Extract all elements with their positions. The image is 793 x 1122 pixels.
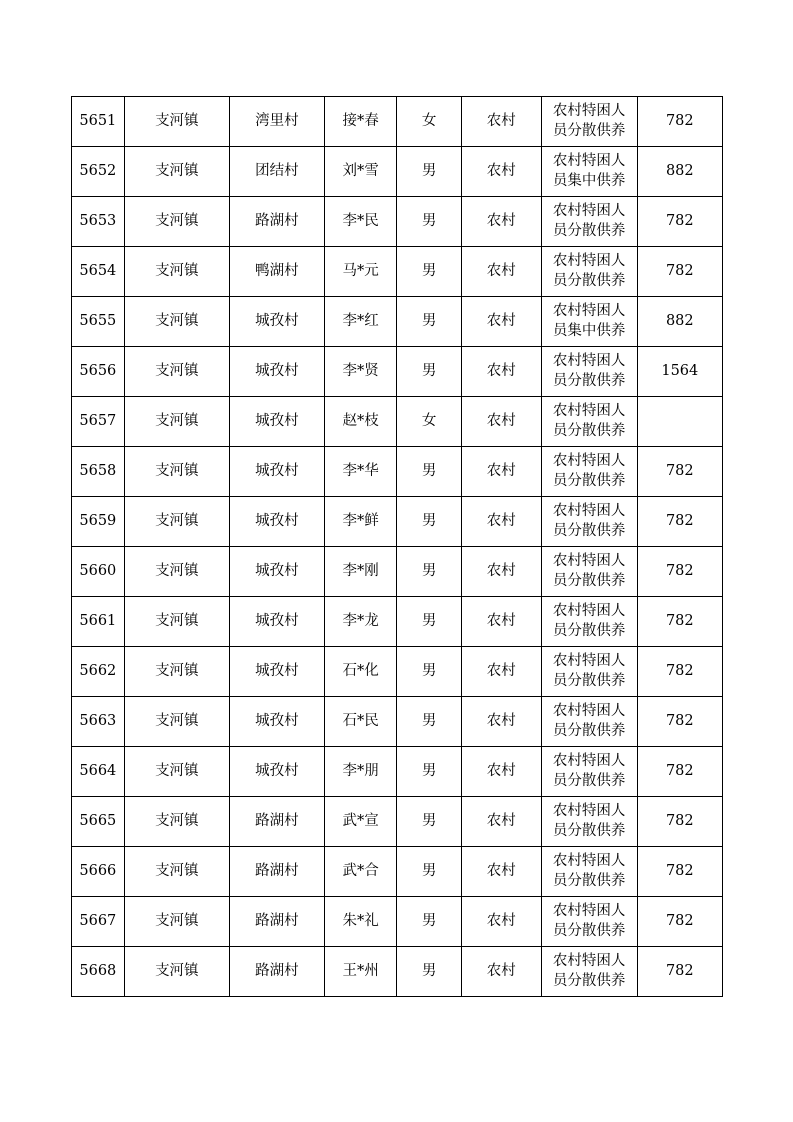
cell-name: 接*春 xyxy=(324,97,397,147)
cell-village: 城孜村 xyxy=(229,747,324,797)
cell-amount: 782 xyxy=(637,847,722,897)
category-line-2: 员分散供养 xyxy=(552,922,626,939)
cell-village: 城孜村 xyxy=(229,447,324,497)
cell-village: 城孜村 xyxy=(229,597,324,647)
cell-gender: 男 xyxy=(397,597,461,647)
cell-town: 支河镇 xyxy=(124,897,229,947)
cell-gender: 男 xyxy=(397,647,461,697)
table-row xyxy=(72,697,723,747)
cell-hukou: 农村 xyxy=(461,97,541,147)
cell-hukou: 农村 xyxy=(461,547,541,597)
table-row xyxy=(72,197,723,247)
cell-gender: 男 xyxy=(397,547,461,597)
cell-town: 支河镇 xyxy=(124,197,229,247)
cell-town: 支河镇 xyxy=(124,347,229,397)
cell-id: 5655 xyxy=(72,297,125,347)
cell-id: 5651 xyxy=(72,97,125,147)
cell-gender: 女 xyxy=(397,97,461,147)
cell-village: 路湖村 xyxy=(229,197,324,247)
cell-id: 5653 xyxy=(72,197,125,247)
cell-town: 支河镇 xyxy=(124,947,229,997)
cell-gender: 男 xyxy=(397,297,461,347)
cell-category xyxy=(541,147,637,197)
cell-village: 城孜村 xyxy=(229,697,324,747)
cell-hukou: 农村 xyxy=(461,447,541,497)
cell-town: 支河镇 xyxy=(124,247,229,297)
cell-village: 路湖村 xyxy=(229,947,324,997)
cell-town: 支河镇 xyxy=(124,647,229,697)
cell-amount: 782 xyxy=(637,697,722,747)
cell-id: 5656 xyxy=(72,347,125,397)
cell-town: 支河镇 xyxy=(124,847,229,897)
cell-name: 朱*礼 xyxy=(324,897,397,947)
table-row xyxy=(72,297,723,347)
cell-id: 5659 xyxy=(72,497,125,547)
cell-village: 路湖村 xyxy=(229,847,324,897)
cell-town: 支河镇 xyxy=(124,797,229,847)
table-container xyxy=(71,96,723,997)
cell-town: 支河镇 xyxy=(124,447,229,497)
assistance-records-table xyxy=(71,96,723,997)
cell-category xyxy=(541,297,637,347)
cell-id: 5663 xyxy=(72,697,125,747)
cell-amount: 782 xyxy=(637,547,722,597)
category-line-1: 农村特困人 xyxy=(552,752,626,769)
cell-name: 李*刚 xyxy=(324,547,397,597)
cell-id: 5667 xyxy=(72,897,125,947)
category-line-1: 农村特困人 xyxy=(552,452,626,469)
category-line-2: 员分散供养 xyxy=(552,422,626,439)
cell-hukou: 农村 xyxy=(461,647,541,697)
cell-town: 支河镇 xyxy=(124,547,229,597)
category-line-1: 农村特困人 xyxy=(552,152,626,169)
cell-hukou: 农村 xyxy=(461,397,541,447)
cell-gender: 女 xyxy=(397,397,461,447)
category-line-1: 农村特困人 xyxy=(552,702,626,719)
category-line-2: 员分散供养 xyxy=(552,122,626,139)
cell-id: 5666 xyxy=(72,847,125,897)
cell-name: 马*元 xyxy=(324,247,397,297)
cell-village: 路湖村 xyxy=(229,897,324,947)
cell-gender: 男 xyxy=(397,247,461,297)
cell-category xyxy=(541,797,637,847)
category-line-2: 员分散供养 xyxy=(552,272,626,289)
category-line-1: 农村特困人 xyxy=(552,402,626,419)
cell-id: 5657 xyxy=(72,397,125,447)
cell-amount: 782 xyxy=(637,947,722,997)
cell-amount: 782 xyxy=(637,197,722,247)
cell-name: 王*州 xyxy=(324,947,397,997)
category-line-2: 员分散供养 xyxy=(552,872,626,889)
cell-name: 李*鲜 xyxy=(324,497,397,547)
cell-gender: 男 xyxy=(397,197,461,247)
cell-name: 李*民 xyxy=(324,197,397,247)
cell-name: 李*贤 xyxy=(324,347,397,397)
category-line-1: 农村特困人 xyxy=(552,602,626,619)
category-line-2: 员集中供养 xyxy=(552,172,626,189)
table-row xyxy=(72,447,723,497)
cell-hukou: 农村 xyxy=(461,497,541,547)
cell-id: 5658 xyxy=(72,447,125,497)
category-line-1: 农村特困人 xyxy=(552,652,626,669)
cell-id: 5664 xyxy=(72,747,125,797)
table-row xyxy=(72,647,723,697)
table-row xyxy=(72,597,723,647)
cell-amount xyxy=(637,397,722,447)
category-line-2: 员分散供养 xyxy=(552,772,626,789)
cell-town: 支河镇 xyxy=(124,97,229,147)
cell-name: 赵*枝 xyxy=(324,397,397,447)
category-line-1: 农村特困人 xyxy=(552,952,626,969)
cell-gender: 男 xyxy=(397,747,461,797)
cell-amount: 782 xyxy=(637,97,722,147)
cell-category xyxy=(541,97,637,147)
cell-category xyxy=(541,497,637,547)
cell-category xyxy=(541,947,637,997)
category-line-1: 农村特困人 xyxy=(552,302,626,319)
cell-name: 李*华 xyxy=(324,447,397,497)
category-line-1: 农村特困人 xyxy=(552,252,626,269)
category-line-1: 农村特困人 xyxy=(552,902,626,919)
cell-hukou: 农村 xyxy=(461,197,541,247)
category-line-1: 农村特困人 xyxy=(552,202,626,219)
table-row xyxy=(72,247,723,297)
category-line-2: 员分散供养 xyxy=(552,222,626,239)
cell-amount: 782 xyxy=(637,447,722,497)
cell-name: 石*化 xyxy=(324,647,397,697)
cell-gender: 男 xyxy=(397,847,461,897)
cell-amount: 782 xyxy=(637,897,722,947)
cell-gender: 男 xyxy=(397,897,461,947)
cell-village: 城孜村 xyxy=(229,397,324,447)
cell-category xyxy=(541,847,637,897)
cell-category xyxy=(541,397,637,447)
table-row xyxy=(72,397,723,447)
category-line-2: 员分散供养 xyxy=(552,722,626,739)
table-row xyxy=(72,897,723,947)
table-body xyxy=(72,97,723,997)
cell-hukou: 农村 xyxy=(461,697,541,747)
category-line-2: 员分散供养 xyxy=(552,372,626,389)
cell-gender: 男 xyxy=(397,697,461,747)
cell-category xyxy=(541,547,637,597)
cell-category xyxy=(541,697,637,747)
cell-gender: 男 xyxy=(397,347,461,397)
cell-village: 湾里村 xyxy=(229,97,324,147)
cell-amount: 782 xyxy=(637,497,722,547)
cell-gender: 男 xyxy=(397,947,461,997)
category-line-2: 员分散供养 xyxy=(552,622,626,639)
cell-name: 李*红 xyxy=(324,297,397,347)
table-row xyxy=(72,947,723,997)
cell-gender: 男 xyxy=(397,497,461,547)
cell-village: 鸭湖村 xyxy=(229,247,324,297)
cell-amount: 1564 xyxy=(637,347,722,397)
cell-amount: 882 xyxy=(637,147,722,197)
table-row xyxy=(72,797,723,847)
category-line-2: 员分散供养 xyxy=(552,522,626,539)
cell-amount: 782 xyxy=(637,797,722,847)
cell-town: 支河镇 xyxy=(124,597,229,647)
cell-village: 团结村 xyxy=(229,147,324,197)
cell-category xyxy=(541,597,637,647)
cell-town: 支河镇 xyxy=(124,497,229,547)
cell-hukou: 农村 xyxy=(461,297,541,347)
table-row xyxy=(72,497,723,547)
table-row xyxy=(72,747,723,797)
category-line-2: 员分散供养 xyxy=(552,572,626,589)
cell-name: 李*朋 xyxy=(324,747,397,797)
cell-category xyxy=(541,347,637,397)
cell-category xyxy=(541,747,637,797)
cell-hukou: 农村 xyxy=(461,597,541,647)
cell-hukou: 农村 xyxy=(461,747,541,797)
cell-gender: 男 xyxy=(397,447,461,497)
cell-id: 5654 xyxy=(72,247,125,297)
cell-name: 李*龙 xyxy=(324,597,397,647)
cell-category xyxy=(541,247,637,297)
cell-village: 城孜村 xyxy=(229,547,324,597)
cell-village: 城孜村 xyxy=(229,497,324,547)
table-row xyxy=(72,147,723,197)
cell-village: 城孜村 xyxy=(229,297,324,347)
cell-hukou: 农村 xyxy=(461,147,541,197)
cell-id: 5662 xyxy=(72,647,125,697)
cell-village: 路湖村 xyxy=(229,797,324,847)
cell-gender: 男 xyxy=(397,797,461,847)
cell-name: 武*合 xyxy=(324,847,397,897)
cell-category xyxy=(541,197,637,247)
cell-town: 支河镇 xyxy=(124,697,229,747)
cell-hukou: 农村 xyxy=(461,247,541,297)
cell-town: 支河镇 xyxy=(124,397,229,447)
cell-town: 支河镇 xyxy=(124,297,229,347)
cell-town: 支河镇 xyxy=(124,747,229,797)
category-line-2: 员分散供养 xyxy=(552,822,626,839)
cell-amount: 782 xyxy=(637,597,722,647)
category-line-2: 员分散供养 xyxy=(552,672,626,689)
cell-hukou: 农村 xyxy=(461,797,541,847)
cell-category xyxy=(541,647,637,697)
category-line-1: 农村特困人 xyxy=(552,802,626,819)
category-line-1: 农村特困人 xyxy=(552,502,626,519)
cell-category xyxy=(541,897,637,947)
table-row xyxy=(72,347,723,397)
cell-id: 5652 xyxy=(72,147,125,197)
category-line-1: 农村特困人 xyxy=(552,852,626,869)
cell-id: 5668 xyxy=(72,947,125,997)
cell-amount: 882 xyxy=(637,297,722,347)
cell-town: 支河镇 xyxy=(124,147,229,197)
cell-amount: 782 xyxy=(637,647,722,697)
cell-village: 城孜村 xyxy=(229,347,324,397)
cell-id: 5665 xyxy=(72,797,125,847)
category-line-1: 农村特困人 xyxy=(552,102,626,119)
cell-gender: 男 xyxy=(397,147,461,197)
category-line-1: 农村特困人 xyxy=(552,552,626,569)
category-line-2: 员分散供养 xyxy=(552,972,626,989)
cell-name: 刘*雪 xyxy=(324,147,397,197)
cell-hukou: 农村 xyxy=(461,897,541,947)
table-row xyxy=(72,97,723,147)
category-line-1: 农村特困人 xyxy=(552,352,626,369)
cell-id: 5660 xyxy=(72,547,125,597)
cell-name: 武*宣 xyxy=(324,797,397,847)
table-row xyxy=(72,547,723,597)
cell-name: 石*民 xyxy=(324,697,397,747)
category-line-2: 员分散供养 xyxy=(552,472,626,489)
cell-category xyxy=(541,447,637,497)
cell-id: 5661 xyxy=(72,597,125,647)
cell-village: 城孜村 xyxy=(229,647,324,697)
cell-hukou: 农村 xyxy=(461,947,541,997)
table-row xyxy=(72,847,723,897)
cell-amount: 782 xyxy=(637,247,722,297)
category-line-2: 员集中供养 xyxy=(552,322,626,339)
cell-hukou: 农村 xyxy=(461,847,541,897)
cell-amount: 782 xyxy=(637,747,722,797)
cell-hukou: 农村 xyxy=(461,347,541,397)
